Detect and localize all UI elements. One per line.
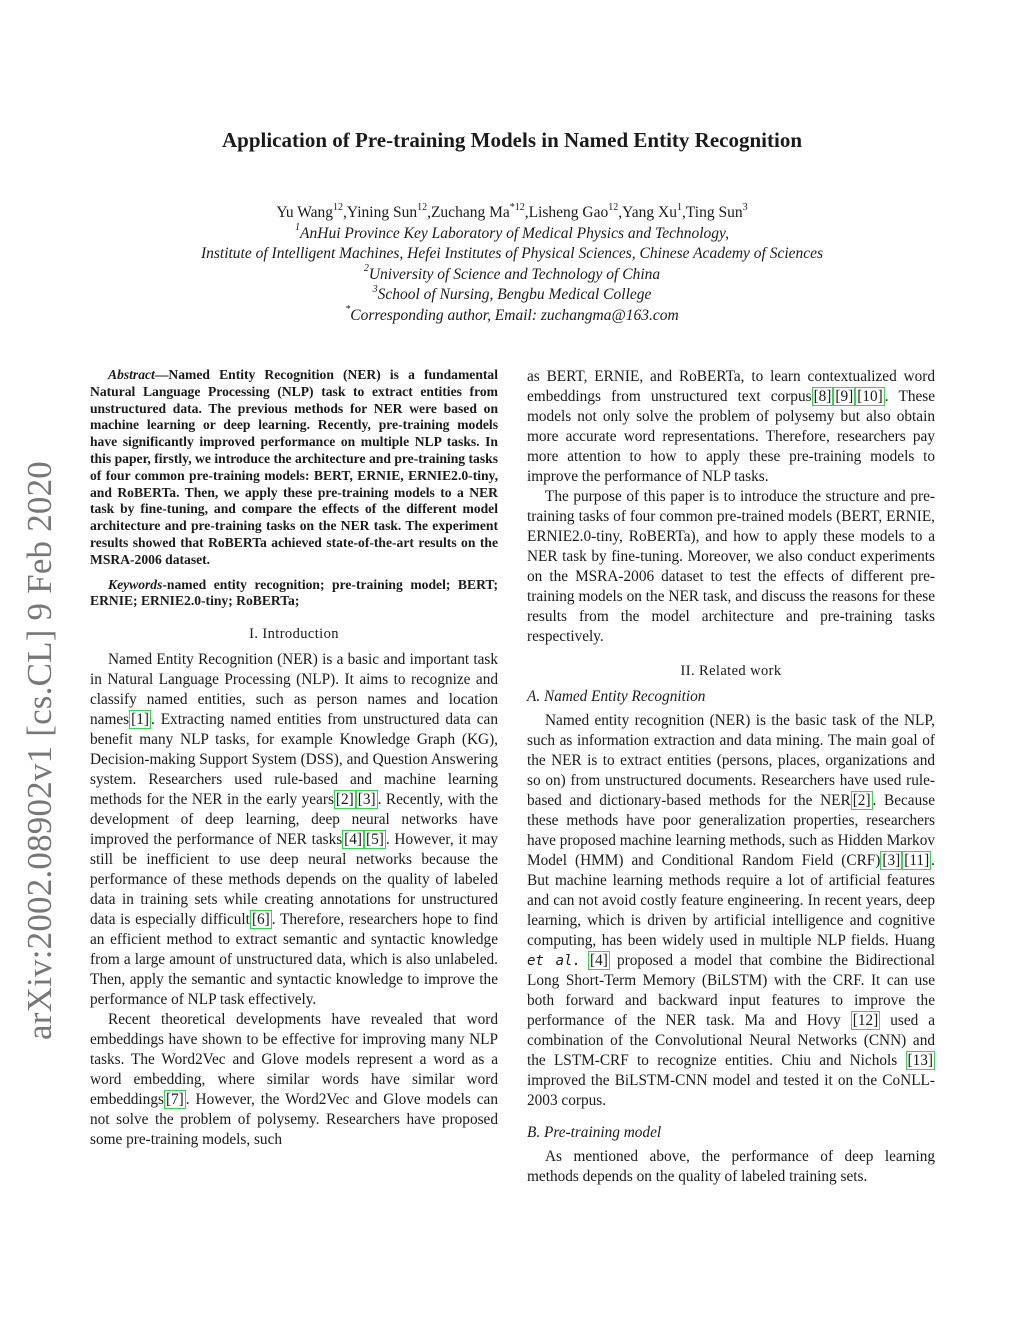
affiliation-2 — [0, 265, 1024, 286]
author-sup: 12 — [417, 201, 428, 213]
author-sup: *12 — [509, 201, 525, 213]
citation-link[interactable]: [4] — [590, 952, 608, 969]
aff-sup: 1 — [295, 222, 301, 234]
subsection-heading-ner: A. Named Entity Recognition — [527, 688, 706, 705]
et-al: et al. — [527, 953, 581, 969]
section-heading-related-work: II. Related work — [680, 663, 782, 679]
arxiv-id: arXiv:2002.08902v1 [cs.CL] 9 Feb 2020 — [20, 460, 59, 1040]
corresponding-author — [0, 306, 1024, 327]
citation-link[interactable]: [1] — [131, 711, 149, 729]
paragraph: The purpose of this paper is to introduce the structure and pre-training tasks of four common pre-trained models (BERT, ERNIE, ERNIE2.0-tiny, RoBERTa), and how to apply these models to a NER task by fine-tuning. Moreover, we also conduct experiments on the MSRA-2006 dataset to test the effects of different pre-training models on the NER task, and discuss the reasons for these results from the model architecture and pre-training tasks respectively. — [527, 488, 935, 645]
author-name: ,Lisheng Gao — [524, 204, 609, 221]
keywords — [90, 577, 498, 611]
paragraph: As mentioned above, the performance of deep learning methods depends on the quality of labeled training sets. — [527, 1148, 935, 1185]
abstract-label: Abstract — [108, 367, 155, 382]
author-sup: 12 — [333, 201, 344, 213]
author-sup: 3 — [742, 201, 748, 213]
abstract — [90, 367, 498, 569]
citation-link[interactable]: [11] — [904, 852, 930, 869]
subsection-heading-pretraining: B. Pre-training model — [527, 1124, 662, 1141]
author-list — [0, 203, 1024, 224]
author-name: Yu Wang — [276, 204, 334, 221]
citation-link[interactable]: [5] — [366, 831, 384, 849]
aff-text: Corresponding author, Email: zuchangma@163.com — [350, 306, 679, 324]
citation-link[interactable]: [9] — [835, 388, 854, 405]
paragraph: Named Entity Recognition (NER) is a basic and important task in Natural Language Processing (NLP). It aims to recognize and classify named entities, such as person names and location names [1] . Extracting named entities from unstructured data can benefit many NLP tasks, for example Knowledge Graph (KG), Decision-making Support System (DSS), and Question Answering system. Researchers used rule-based and machine learning methods for the NER in the early years [2] [3] . Recently, with the development of deep learning, deep neural networks have improved the performance of NER tasks [4] [5] . However, it may still be inefficient to use deep neural networks because the performance of these methods depends on the quality of labeled data in training sets while creating annotations for unstructured data is especially difficult [6] . Therefore, researchers hope to find an efficient method to extract semantic and syntactic knowledge from a large amount of unstructured data, which is also unlabeled. Then, apply the semantic and syntactic knowledge to improve the performance of NLP task effectively. — [90, 651, 499, 1009]
left-column — [90, 367, 498, 1150]
citation-link[interactable]: [8] — [813, 388, 832, 405]
citation-link[interactable]: [13] — [907, 1052, 933, 1069]
section-heading-introduction: I. Introduction — [249, 626, 339, 643]
citation-link[interactable]: [6] — [251, 911, 270, 929]
author-name: ,Yining Sun — [343, 204, 418, 221]
aff-sup: * — [345, 304, 351, 316]
author-block — [0, 203, 1024, 326]
citation-link[interactable]: [2] — [852, 792, 871, 809]
author-sup: 1 — [676, 201, 682, 213]
abstract-text: —Named Entity Recognition (NER) is a fundamental Natural Language Processing (NLP) task to extract entities from unstructured data. The previous methods for NER were based on machine learning or deep learning. Recently, pre-training models have significantly improved performance on multiple NLP tasks. In this paper, firstly, we introduce the architecture and pre-training tasks of four common pre-training models: BERT, ERNIE, ERNIE2.0-tiny, and RoBERTa. Then, we apply these pre-training models to a NER task by fine-tuning, and compare the effects of the different model architecture and pre-training tasks on the NER task. The experiment results showed that RoBERTa achieved state-of-the-art results on the MSRA-2006 dataset. — [90, 367, 498, 567]
author-name: ,Ting Sun — [681, 204, 743, 221]
aff-sup: 3 — [372, 283, 378, 295]
paragraph: as BERT, ERNIE, and RoBERTa, to learn contextualized word embeddings from unstructured text corpus [8] [9] [10] . These models not only solve the problem of polysemy but also obtain more accurate word representations. Therefore, researchers pay more attention to how to apply these pre-training models to improve the performance of NLP tasks. — [527, 368, 935, 485]
aff-text: AnHui Province Key Laboratory of Medical Physics and Technology, — [300, 224, 729, 242]
aff-sup: 2 — [363, 263, 369, 275]
right-column — [527, 367, 935, 1187]
aff-text: University of Science and Technology of China — [368, 265, 661, 283]
paragraph: Named entity recognition (NER) is the basic task of the NLP, such as information extraction and data mining. The main goal of the NER is to extract entities (persons, places, organizations and so on) from unstructured documents. Researchers have used rule-based and dictionary-based methods for the NER [2] . Because these methods have poor generalization properties, researchers have proposed machine learning methods, such as Hidden Markov Model (HMM) and Conditional Random Field (CRF) [3] [11] . But machine learning methods require a lot of artificial features and can not avoid costly feature engineering. In recent years, deep learning, which is driven by artificial intelligence and cognitive computing, has been widely used in multiple NLP fields. Huang et al. [4] proposed a model that combine the Bidirectional Long Short-Term Memory (BiLSTM) with the CRF. It can use both forward and backward input features to improve the performance of the NER task. Ma and Hovy [12] used a combination of the Convolutional Neural Networks (CNN) and the LSTM-CRF to recognize entities. Chiu and Nichols [13] improved the BiLSTM-CNN model and tested it on the CoNLL-2003 corpus. — [527, 712, 935, 1109]
citation-link[interactable]: [3] — [357, 791, 376, 809]
author-name: ,Zuchang Ma — [427, 204, 510, 221]
author-name: ,Yang Xu — [618, 204, 677, 221]
citation-link[interactable]: [7] — [165, 1091, 184, 1109]
citation-link[interactable]: [3] — [882, 852, 901, 869]
citation-link[interactable]: [12] — [852, 1012, 879, 1029]
paper-title: Application of Pre-training Models in Named Entity Recognition — [221, 128, 803, 152]
affiliation-1b: Institute of Intelligent Machines, Hefei Institutes of Physical Sciences, Chinese Academy of Sciences — [200, 245, 824, 262]
affiliation-3 — [0, 285, 1024, 306]
citation-link[interactable]: [4] — [344, 831, 363, 849]
aff-text: School of Nursing, Bengbu Medical College — [377, 286, 652, 303]
keywords-text: -named entity recognition; pre-training model; BERT; ERNIE; ERNIE2.0-tiny; RoBERTa; — [90, 576, 498, 609]
keywords-label: Keywords — [108, 576, 163, 592]
affiliation-1 — [0, 224, 1024, 245]
paragraph: Recent theoretical developments have revealed that word embeddings have shown to be effective for improving many NLP tasks. The Word2Vec and Glove models represent a word as a word embedding, where similar words have similar word embeddings [7] . However, the Word2Vec and Glove models can not solve the problem of polysemy. Researchers have proposed some pre-training models, such — [90, 1011, 498, 1149]
author-sup: 12 — [608, 201, 619, 213]
citation-link[interactable]: [2] — [335, 791, 354, 809]
citation-link[interactable]: [10] — [857, 388, 883, 405]
